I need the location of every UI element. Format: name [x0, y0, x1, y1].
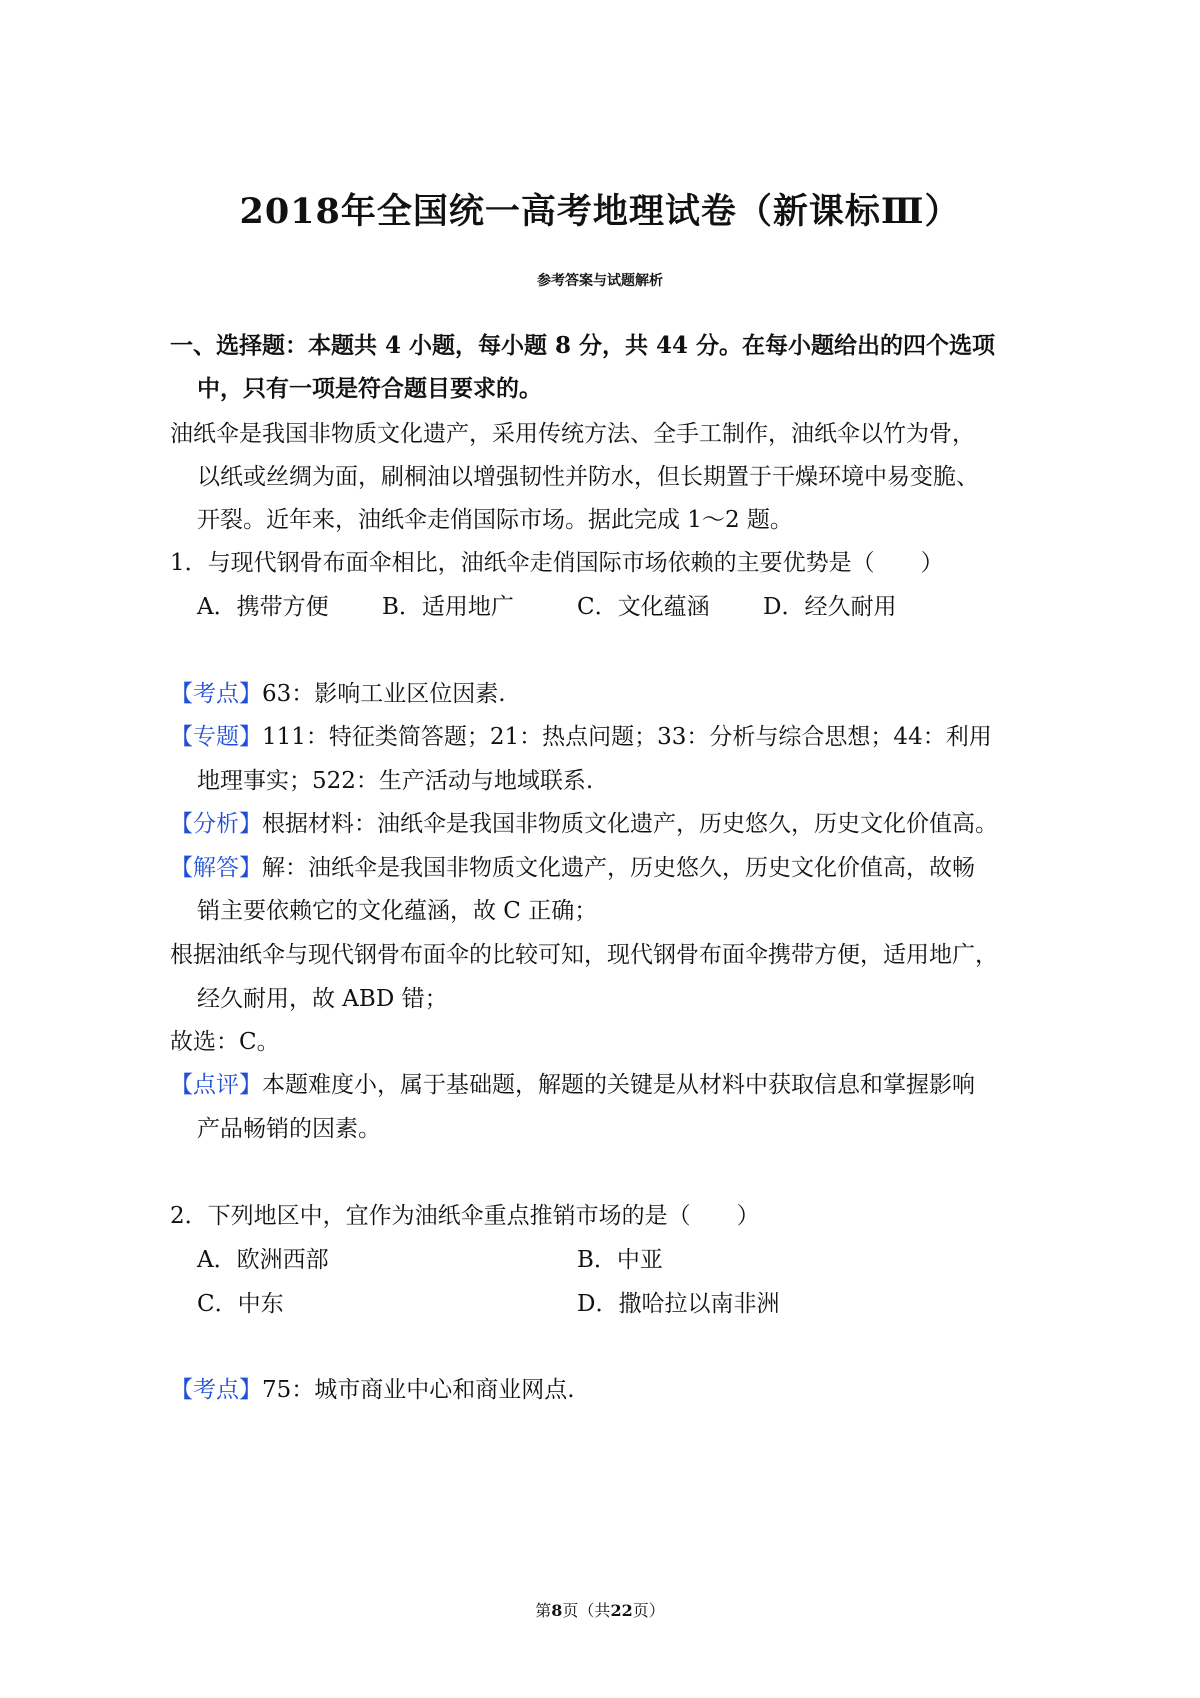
- q1-zhuanti: [170, 721, 992, 753]
- q1-kaodian: [170, 678, 506, 710]
- section-heading-line1: 一、选择题：本题共 4 小题，每小题 8 分，共 44 分。在每小题给出的四个选项: [170, 332, 996, 359]
- q1-dianping: [170, 1069, 975, 1101]
- footer-page-number: 8: [551, 1601, 563, 1620]
- q1-option-d: D．经久耐用: [763, 594, 897, 620]
- footer-suffix: 页）: [632, 1601, 665, 1620]
- zhuanti-tag: 【专题】: [170, 724, 262, 750]
- kaodian-tag: 【考点】: [170, 681, 262, 707]
- q1-answer: 故选：C。: [170, 1029, 280, 1055]
- q1-zhuanti-line2: 地理事实；522：生产活动与地域联系.: [197, 768, 594, 794]
- page-title: 2018年全国统一高考地理试卷（新课标Ⅲ）: [239, 191, 961, 232]
- q2-option-b: B．中亚: [577, 1247, 663, 1273]
- q1-fenxi: [170, 808, 998, 840]
- question-1-stem: 1．与现代钢骨布面伞相比，油纸伞走俏国际市场依赖的主要优势是（ ）: [170, 550, 944, 576]
- q2-kaodian: [170, 1374, 575, 1406]
- dianping-tag: 【点评】: [170, 1072, 262, 1098]
- jieda-tag: 【解答】: [170, 855, 262, 881]
- q1-option-a: A．携带方便: [197, 594, 329, 620]
- footer-mid: 页（共: [562, 1601, 611, 1620]
- jieda-text: 解：油纸伞是我国非物质文化遗产，历史悠久，历史文化价值高，故畅: [262, 855, 975, 881]
- fenxi-tag: 【分析】: [170, 811, 262, 837]
- q2-option-a: A．欧洲西部: [197, 1247, 329, 1273]
- dianping-text: 本题难度小，属于基础题，解题的关键是从材料中获取信息和掌握影响: [262, 1072, 975, 1098]
- q1-jieda-line4: 经久耐用，故 ABD 错；: [197, 986, 448, 1012]
- question-2-stem: 2．下列地区中，宜作为油纸伞重点推销市场的是（ ）: [170, 1203, 760, 1229]
- q1-option-b: B．适用地广: [382, 594, 514, 620]
- fenxi-text: 根据材料：油纸伞是我国非物质文化遗产，历史悠久，历史文化价值高。: [262, 811, 998, 837]
- section-heading-line2: 中，只有一项是符合题目要求的。: [197, 375, 542, 402]
- footer-total-pages: 22: [610, 1601, 633, 1620]
- q2-kaodian-tag: 【考点】: [170, 1377, 262, 1403]
- q2-kaodian-text: 75：城市商业中心和商业网点.: [262, 1377, 575, 1403]
- zhuanti-text: 111：特征类简答题；21：热点问题；33：分析与综合思想；44：利用: [262, 724, 992, 750]
- material-line2: 以纸或丝绸为面，刷桐油以增强韧性并防水，但长期置于干燥环境中易变脆、: [197, 464, 979, 490]
- q2-option-d: D．撒哈拉以南非洲: [577, 1291, 780, 1317]
- q1-jieda-line3: 根据油纸伞与现代钢骨布面伞的比较可知，现代钢骨布面伞携带方便，适用地广，: [170, 942, 998, 968]
- material-line3: 开裂。近年来，油纸伞走俏国际市场。据此完成 1～2 题。: [197, 507, 793, 533]
- q2-option-c: C．中东: [197, 1291, 284, 1317]
- q1-option-c: C．文化蕴涵: [577, 594, 710, 620]
- q1-dianping-line2: 产品畅销的因素。: [197, 1116, 381, 1142]
- page-subtitle: 参考答案与试题解析: [537, 273, 663, 289]
- kaodian-text: 63：影响工业区位因素.: [262, 681, 506, 707]
- q1-jieda-line2: 销主要依赖它的文化蕴涵，故 C 正确；: [197, 898, 598, 924]
- page-footer: [0, 1598, 1200, 1621]
- footer-prefix: 第: [535, 1601, 552, 1620]
- q1-jieda: [170, 852, 975, 884]
- material-line1: 油纸伞是我国非物质文化遗产，采用传统方法、全手工制作，油纸伞以竹为骨，: [170, 421, 975, 447]
